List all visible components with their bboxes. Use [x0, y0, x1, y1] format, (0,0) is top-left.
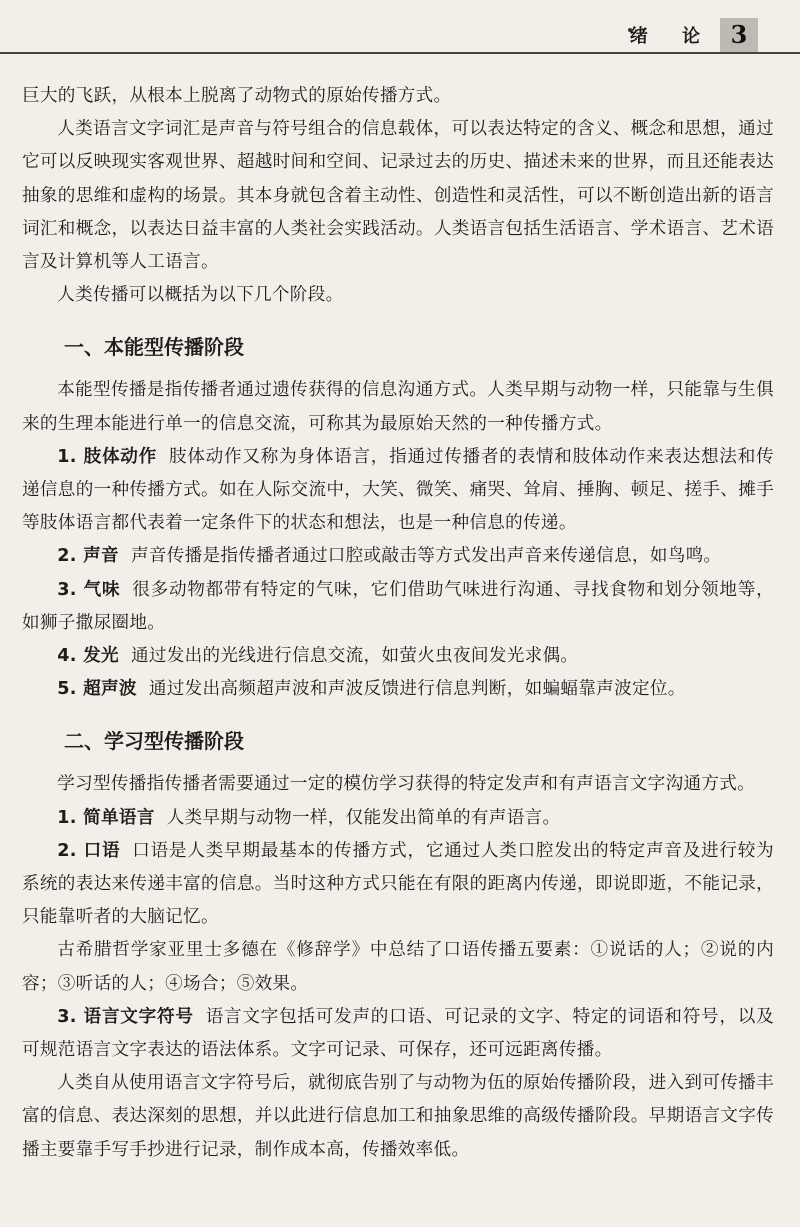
numbered-item — [22, 540, 774, 573]
numbered-item — [22, 673, 774, 706]
item-term: 2. 声音 — [57, 546, 119, 567]
numbered-item — [22, 441, 774, 541]
paragraph: 古希腊哲学家亚里士多德在《修辞学》中总结了口语传播五要素：①说话的人；②说的内容；③听话的人；④场合；⑤效果。 — [22, 940, 774, 994]
item-term: 3. 语言文字符号 — [57, 1006, 194, 1027]
running-header — [0, 0, 800, 62]
item-term: 3. 气味 — [57, 579, 121, 600]
item-term: 1. 肢体动作 — [57, 446, 157, 467]
page-body — [22, 80, 774, 1167]
numbered-item — [22, 640, 774, 673]
item-text: 人类早期与动物一样，仅能发出简单的有声语言。 — [166, 807, 561, 828]
item-text: 通过发出的光线进行信息交流，如萤火虫夜间发光求偶。 — [130, 646, 579, 667]
item-term: 5. 超声波 — [57, 679, 137, 700]
section-heading: 一、本能型传播阶段 — [64, 335, 244, 360]
chapter-title: 绪 论 — [629, 26, 714, 47]
item-text: 语言文字包括可发声的口语、可记录的文字、特定的词语和符号，以及可规范语言文字表达的语法体系。文字可记录、可保存，还可远距离传播。 — [22, 1006, 774, 1061]
item-text: 通过发出高频超声波和声波反馈进行信息判断，如蝙蝠靠声波定位。 — [148, 679, 686, 700]
paragraph: 本能型传播是指传播者通过遗传获得的信息沟通方式。人类早期与动物一样，只能靠与生俱来的生理本能进行单一的信息交流，可称其为最原始天然的一种传播方式。 — [22, 380, 774, 434]
item-text: 声音传播是指传播者通过口腔或敲击等方式发出声音来传递信息，如鸟鸣。 — [130, 546, 722, 567]
paragraph: 人类传播可以概括为以下几个阶段。 — [57, 285, 344, 306]
numbered-item — [22, 835, 774, 935]
paragraph: 人类自从使用语言文字符号后，就彻底告别了与动物为伍的原始传播阶段，进入到可传播丰富的信息、表达深刻的思想，并以此进行信息加工和抽象思维的高级传播阶段。早期语言文字传播主要靠手写手抄进行记录，制作成本高，传播效率低。 — [22, 1073, 774, 1160]
item-text: 口语是人类早期最基本的传播方式，它通过人类口腔发出的特定声音及进行较为系统的表达来传递丰富的信息。当时这种方式只能在有限的距离内传递，即说即逝，不能记录，只能靠听者的大脑记忆。 — [22, 840, 774, 928]
page-number: 3 — [720, 18, 758, 52]
item-term: 4. 发光 — [57, 646, 119, 667]
item-term: 2. 口语 — [57, 840, 121, 861]
paragraph: 人类语言文字词汇是声音与符号组合的信息载体，可以表达特定的含义、概念和思想，通过它可以反映现实客观世界、超越时间和空间、记录过去的历史、描述未来的世界，而且还能表达抽象的思维和虚构的场景。其本身就包含着主动性、创造性和灵活性，可以不断创造出新的语言词汇和概念，以表达日益丰富的人类社会实践活动。人类语言包括生活语言、学术语言、艺术语言及计算机等人工语言。 — [22, 119, 774, 273]
numbered-item — [22, 574, 774, 640]
paragraph: 巨大的飞跃，从根本上脱离了动物式的原始传播方式。 — [22, 86, 452, 106]
item-text: 肢体动作又称为身体语言，指通过传播者的表情和肢体动作来表达想法和传递信息的一种传播方式。如在人际交流中，大笑、微笑、痛哭、耸肩、捶胸、顿足、搓手、摊手等肢体语言都代表着一定条件下的状态和想法，也是一种信息的传递。 — [22, 446, 774, 534]
section-heading: 二、学习型传播阶段 — [64, 729, 244, 754]
paragraph: 学习型传播指传播者需要通过一定的模仿学习获得的特定发声和有声语言文字沟通方式。 — [57, 774, 756, 795]
item-text: 很多动物都带有特定的气味，它们借助气味进行沟通、寻找食物和划分领地等，如狮子撒尿圈地。 — [22, 579, 774, 633]
header-rule — [0, 52, 800, 54]
item-term: 1. 简单语言 — [57, 807, 155, 828]
numbered-item — [22, 802, 774, 835]
numbered-item — [22, 1001, 774, 1067]
